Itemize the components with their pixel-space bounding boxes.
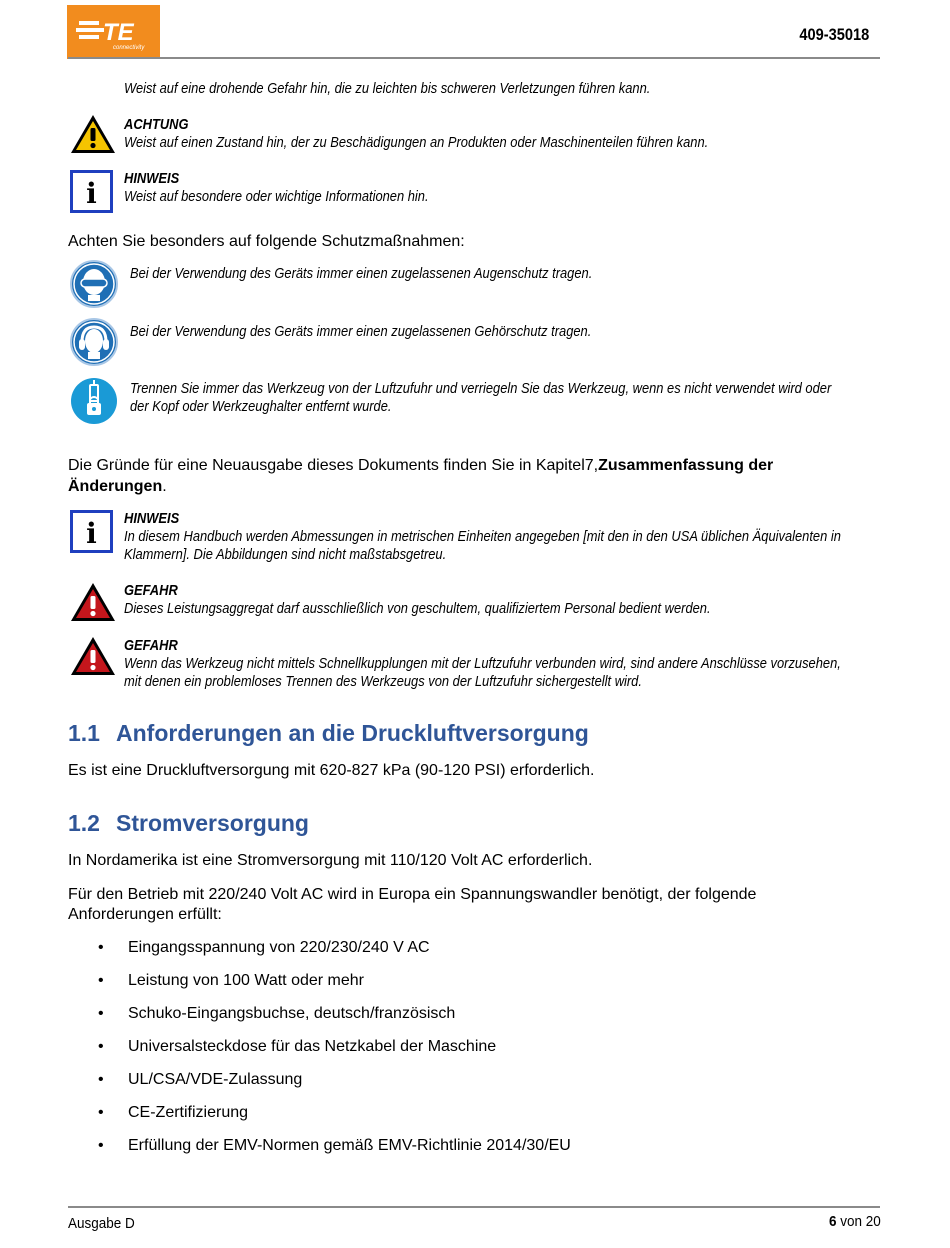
bullet-dot: • (98, 939, 104, 956)
info-icon (70, 170, 113, 213)
page-total: von 20 (840, 1213, 881, 1230)
edition-label: Ausgabe D (68, 1215, 135, 1232)
current-page: 6 (829, 1213, 837, 1230)
reasons-paragraph (68, 455, 773, 476)
list-item: Eingangsspannung von 220/230/240 V AC (128, 939, 430, 956)
list-item: CE-Zertifizierung (128, 1104, 249, 1121)
reasons-end: . (162, 478, 167, 495)
hinweis-label: HINWEIS (124, 170, 180, 187)
svg-text:i: i (86, 517, 97, 550)
achtung-label: ACHTUNG (124, 116, 189, 133)
footer-rule (68, 1206, 880, 1208)
achtung-text: Weist auf einen Zustand hin, der zu Beschädigungen an Produkten oder Maschinenteilen führen kann. (124, 134, 709, 151)
list-item: Universalsteckdose für das Netzkabel der Maschine (128, 1038, 497, 1055)
bullet-dot: • (98, 1137, 104, 1154)
ear-protection-text: Bei der Verwendung des Geräts immer einen zugelassenen Gehörschutz tragen. (130, 323, 592, 340)
danger-triangle-icon (69, 635, 117, 677)
warning-continuation-text: Weist auf eine drohende Gefahr hin, die zu leichten bis schweren Verletzungen führen kann. (124, 80, 651, 97)
header-rule (68, 57, 880, 59)
reasons-text: Die Gründe für eine Neuausgabe dieses Dokuments finden Sie in Kapitel7, (68, 457, 599, 474)
gefahr2-text-line1: Wenn das Werkzeug nicht mittels Schnellkupplungen mit der Luftzufuhr verbunden wird, sind andere Anschlüsse vorzusehen, (124, 655, 841, 672)
section-1-2-number: 1.2 (68, 810, 100, 836)
list-item: Erfüllung der EMV-Normen gemäß EMV-Richtlinie 2014/30/EU (128, 1137, 571, 1154)
section-1-1-heading (68, 720, 589, 747)
list-item: UL/CSA/VDE-Zulassung (128, 1071, 303, 1088)
section-1-1-number: 1.1 (68, 720, 100, 746)
bullet-dot: • (98, 1104, 104, 1121)
eye-protection-text: Bei der Verwendung des Geräts immer einen zugelassenen Augenschutz tragen. (130, 265, 593, 282)
ear-protection-icon (70, 318, 118, 366)
section-1-1-title: Anforderungen an die Druckluftversorgung (116, 720, 589, 746)
bullet-dot: • (98, 972, 104, 989)
gefahr2-label: GEFAHR (124, 637, 178, 654)
list-item: Leistung von 100 Watt oder mehr (128, 972, 364, 989)
protection-intro: Achten Sie besonders auf folgende Schutzmaßnahmen: (68, 233, 465, 250)
section-1-2-title: Stromversorgung (116, 810, 309, 836)
section-1-1-text: Es ist eine Druckluftversorgung mit 620-827 kPa (90-120 PSI) erforderlich. (68, 762, 595, 779)
logo-subtext: connectivity (113, 45, 145, 51)
danger-triangle-icon (69, 581, 117, 623)
section-1-2-paragraph-1: In Nordamerika ist eine Stromversorgung mit 110/120 Volt AC erforderlich. (68, 852, 593, 869)
reasons-paragraph-line2 (68, 476, 167, 497)
gefahr2-text-line2: mit denen ein problemloses Trennen des Werkzeugs von der Luftzufuhr sichergestellt wird. (124, 673, 642, 690)
hinweis2-text-line1: In diesem Handbuch werden Abmessungen in metrischen Einheiten angegeben [mit den in den USA üblichen Äquivalenten in (124, 528, 841, 545)
svg-text:i: i (86, 177, 97, 210)
reasons-link-part1[interactable]: Zusammenfassung der (598, 457, 774, 474)
caution-triangle-icon (69, 113, 117, 155)
hinweis-text: Weist auf besondere oder wichtige Informationen hin. (124, 188, 429, 205)
list-item: Schuko-Eingangsbuchse, deutsch/französisch (128, 1005, 456, 1022)
section-1-2-paragraph-2-line2: Anforderungen erfüllt: (68, 906, 222, 923)
te-logo (67, 5, 160, 59)
disconnect-tool-icon (70, 377, 118, 425)
bullet-dot: • (98, 1005, 104, 1022)
hinweis2-text-line2: Klammern]. Die Abbildungen sind nicht maßstabsgetreu. (124, 546, 447, 563)
eye-protection-icon (70, 260, 118, 308)
reasons-link-part2[interactable]: Änderungen (68, 478, 163, 495)
bullet-dot: • (98, 1038, 104, 1055)
disconnect-text-line1: Trennen Sie immer das Werkzeug von der Luftzufuhr und verriegeln Sie das Werkzeug, wenn es nicht verwendet wird oder (130, 380, 832, 397)
bullet-dot: • (98, 1071, 104, 1088)
disconnect-text-line2: der Kopf oder Werkzeughalter entfernt wurde. (130, 398, 392, 415)
logo-text: TE (103, 19, 134, 46)
hinweis2-label: HINWEIS (124, 510, 180, 527)
info-icon (70, 510, 113, 553)
gefahr1-text: Dieses Leistungsaggregat darf ausschließlich von geschultem, qualifiziertem Personal bedient werden. (124, 600, 711, 617)
gefahr1-label: GEFAHR (124, 582, 178, 599)
section-1-2-heading (68, 810, 309, 837)
document-number: 409-35018 (799, 25, 869, 44)
te-logo-mark (67, 5, 160, 59)
page-number (829, 1213, 881, 1230)
section-1-2-paragraph-2-line1: Für den Betrieb mit 220/240 Volt AC wird in Europa ein Spannungswandler benötigt, der folgende (68, 886, 757, 903)
